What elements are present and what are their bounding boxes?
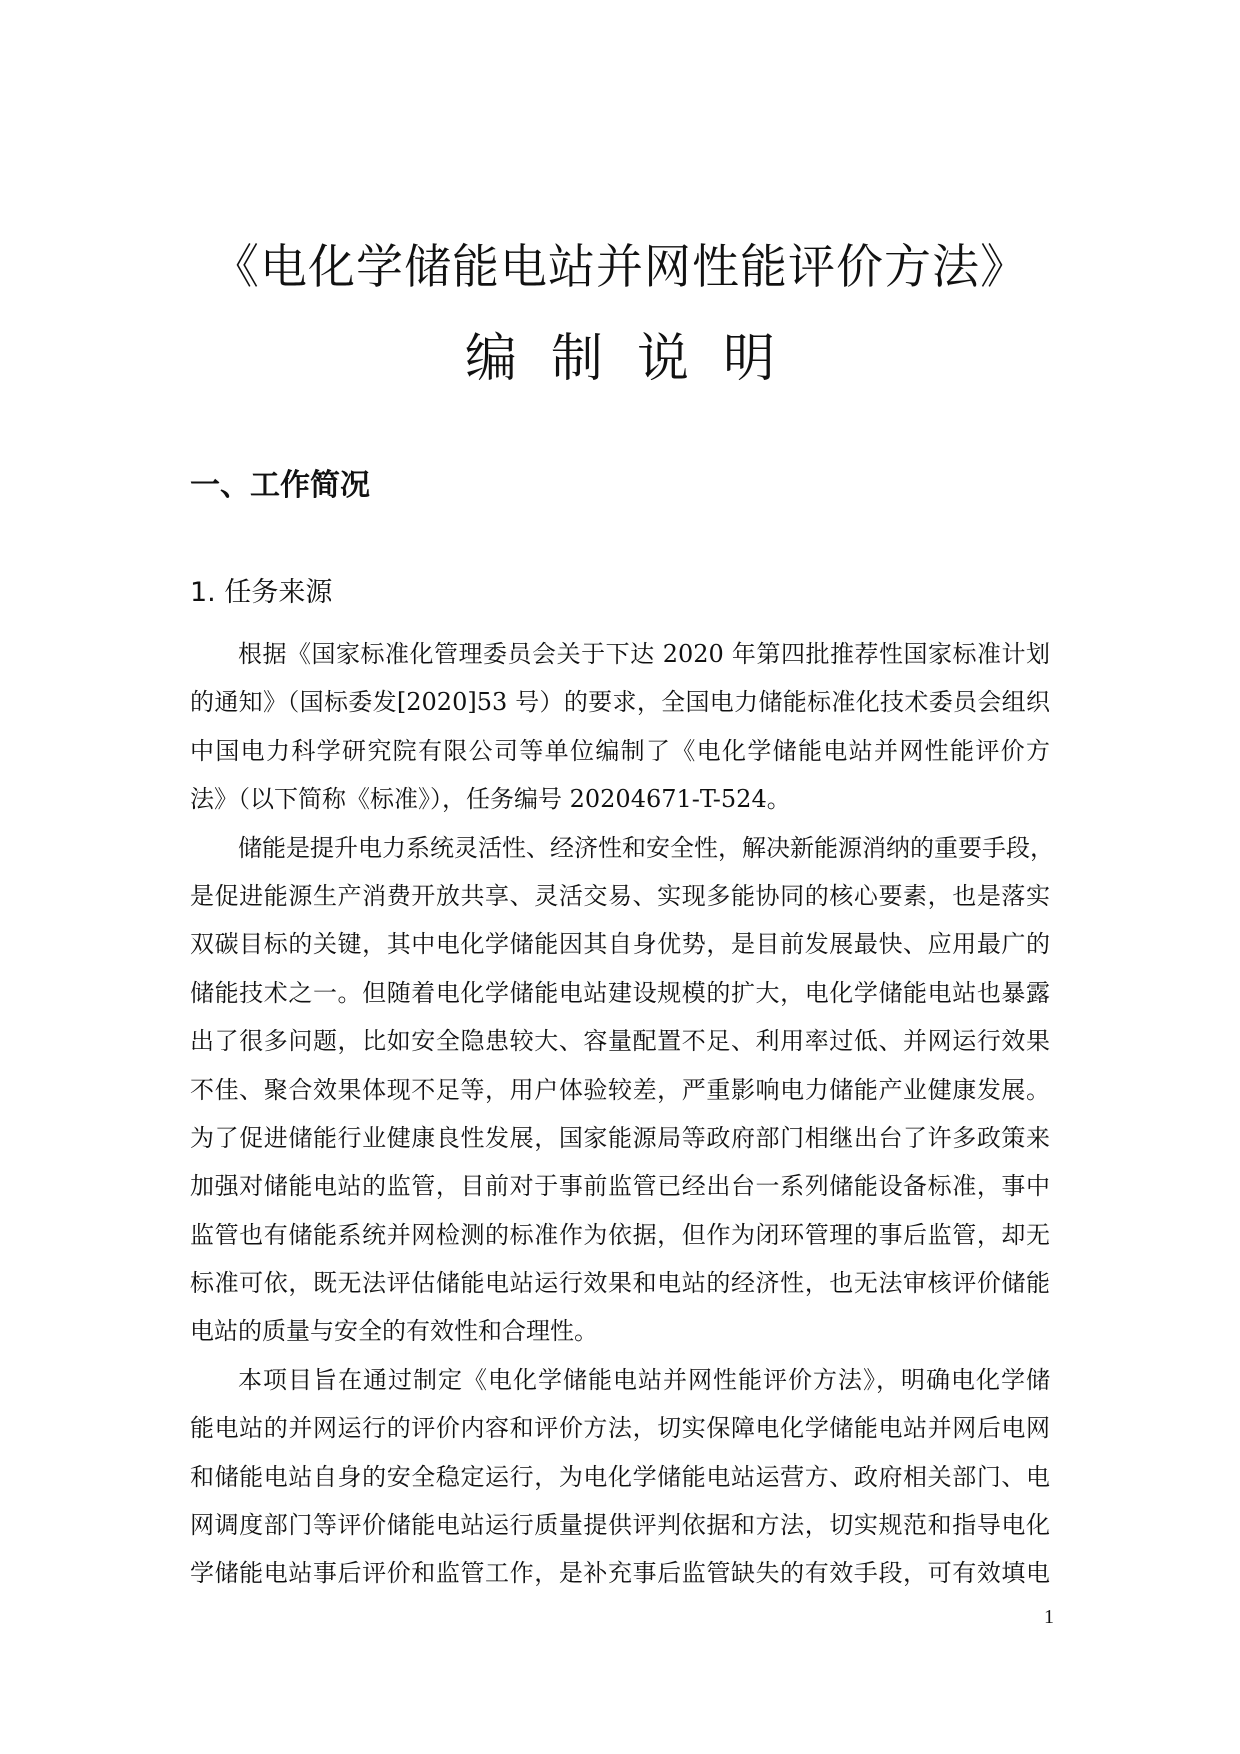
document-subtitle: 编制说明 [464, 329, 809, 389]
section-heading: 一、工作简况 [190, 468, 370, 503]
text-line: 储能技术之一。但随着电化学储能电站建设规模的扩大，电化学储能电站也暴露 [190, 978, 1050, 1007]
text-line: 能电站的并网运行的评价内容和评价方法，切实保障电化学储能电站并网后电网 [190, 1414, 1050, 1443]
text-line: 为了促进储能行业健康良性发展，国家能源局等政府部门相继出台了许多政策来 [190, 1123, 1050, 1152]
text-line: 的通知》（国标委发[2020]53 号）的要求，全国电力储能标准化技术委员会组织 [190, 688, 1050, 717]
paragraph-background [190, 824, 1054, 1356]
document-title: 《电化学储能电站并网性能评价方法》 [212, 240, 1028, 295]
text-line: 中国电力科学研究院有限公司等单位编制了《电化学储能电站并网性能评价方 [190, 736, 1050, 765]
text-line: 学储能电站事后评价和监管工作，是补充事后监管缺失的有效手段，可有效填电 [190, 1559, 1050, 1588]
text-line: 本项目旨在通过制定《电化学储能电站并网性能评价方法》，明确电化学储 [238, 1365, 1050, 1394]
page-number: 1 [1044, 1606, 1054, 1628]
text-line: 根据《国家标准化管理委员会关于下达 2020 年第四批推荐性国家标准计划 [238, 640, 1050, 668]
text-line: 出了很多问题，比如安全隐患较大、容量配置不足、利用率过低、并网运行效果 [190, 1027, 1050, 1056]
text-line: 不佳、聚合效果体现不足等，用户体验较差，严重影响电力储能产业健康发展。 [190, 1075, 1050, 1104]
text-line: 加强对储能电站的监管，目前对于事前监管已经出台一系列储能设备标准，事中 [190, 1172, 1050, 1201]
paragraph-purpose [190, 1356, 1050, 1598]
text-line: 法》（以下简称《标准》），任务编号 20204671-T-524。 [190, 785, 791, 814]
text-line: 双碳目标的关键，其中电化学储能因其自身优势，是目前发展最快、应用最广的 [190, 930, 1050, 959]
subsection-heading: 1. 任务来源 [190, 577, 333, 608]
text-line: 标准可依，既无法评估储能电站运行效果和电站的经济性，也无法审核评价储能 [190, 1269, 1050, 1298]
body-text [190, 630, 1054, 1598]
text-line: 监管也有储能系统并网检测的标准作为依据，但作为闭环管理的事后监管，却无 [190, 1220, 1050, 1249]
text-line: 和储能电站自身的安全稳定运行，为电化学储能电站运营方、政府相关部门、电 [190, 1462, 1050, 1491]
text-line: 网调度部门等评价储能电站运行质量提供评判依据和方法，切实规范和指导电化 [190, 1511, 1050, 1540]
text-line: 储能是提升电力系统灵活性、经济性和安全性，解决新能源消纳的重要手段， [238, 833, 1054, 862]
paragraph-task-source [190, 630, 1050, 824]
text-line: 是促进能源生产消费开放共享、灵活交易、实现多能协同的核心要素，也是落实 [190, 881, 1050, 910]
text-line: 电站的质量与安全的有效性和合理性。 [190, 1317, 598, 1346]
